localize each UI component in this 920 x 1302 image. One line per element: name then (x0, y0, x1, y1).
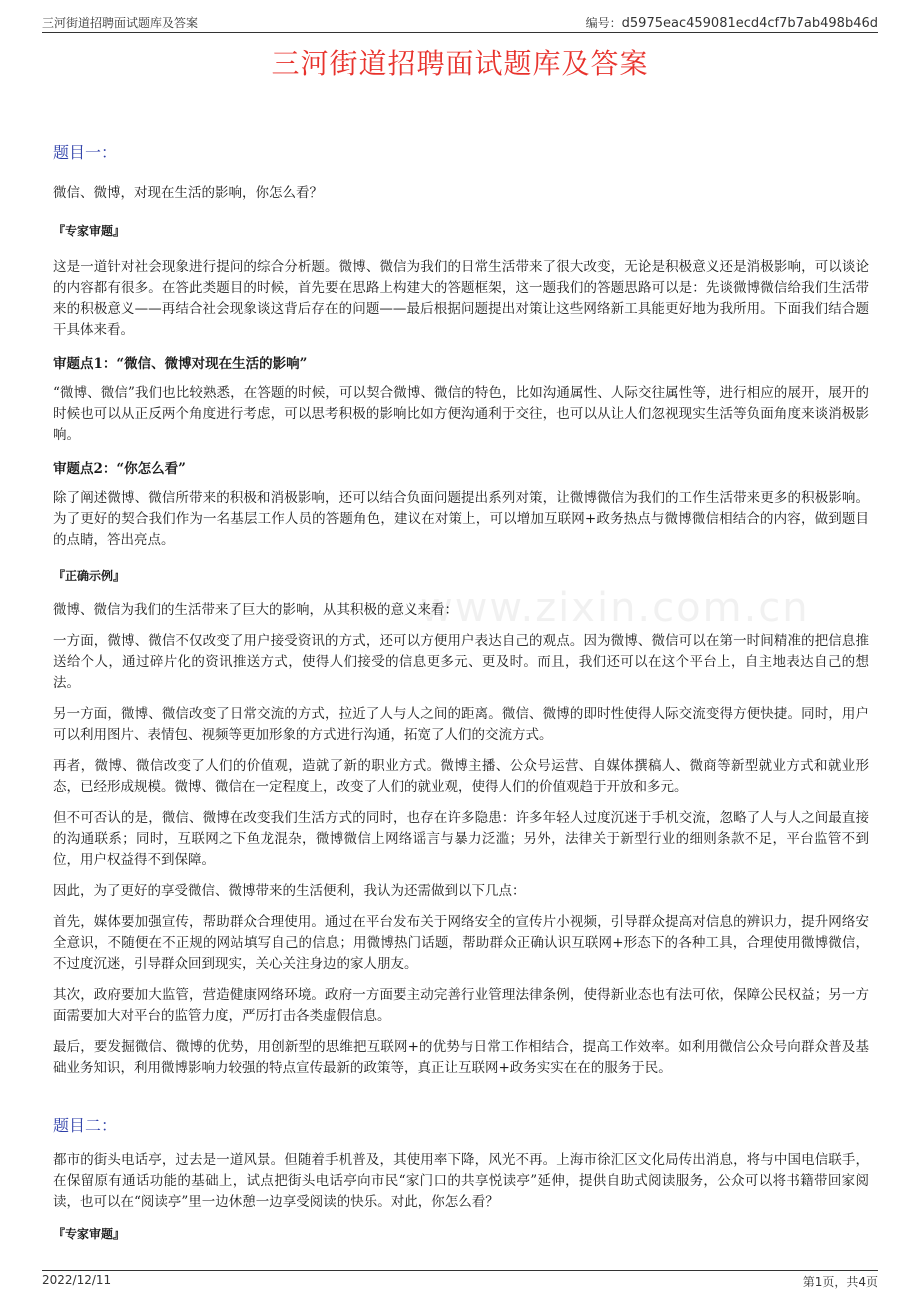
question-1-heading: 题目一： (53, 143, 118, 162)
page-header (42, 14, 878, 33)
expert-review-tag-2: 『专家审题』 (53, 1227, 126, 1241)
review-point-2-title: 审题点2：“你怎么看” (53, 461, 186, 477)
answer-paragraph: 微博、微信为我们的生活带来了巨大的影响，从其积极的意义来看： (53, 602, 458, 618)
header-doc-title: 三河街道招聘面试题库及答案 (42, 16, 199, 30)
footer-date: 2022/12/11 (42, 1273, 112, 1287)
answer-paragraph: 另一方面，微博、微信改变了日常交流的方式，拉近了人与人之间的距离。微信、微博的即时性使得人际交流变得方便快捷。同时，用户可以利用图片、表情包、视频等更加形象的方式进行沟通，拓宽了人们的交流方式。 (53, 706, 869, 743)
page-footer (42, 1270, 878, 1289)
answer-paragraph: 但不可否认的是，微信、微博在改变我们生活方式的同时，也存在许多隐患：许多年轻人过度沉迷于手机交流，忽略了人与人之间最直接的沟通联系；同时，互联网之下鱼龙混杂，微博微信上网络谣言与暴力泛滥；另外，法律关于新型行业的细则条款不足，平台监管不到位，用户权益得不到保障。 (53, 810, 869, 868)
review-point-2-paragraph: 除了阐述微博、微信所带来的积极和消极影响，还可以结合负面问题提出系列对策，让微博微信为我们的工作生活带来更多的积极影响。为了更好的契合我们作为一名基层工作人员的答题角色，建议在对策上，可以增加互联网+政务热点与微博微信相结合的内容，做到题目的点睛，答出亮点。 (53, 490, 869, 548)
correct-example-tag: 『正确示例』 (53, 569, 126, 583)
answer-paragraph: 其次，政府要加大监管，营造健康网络环境。政府一方面要主动完善行业管理法律条例，使得新业态也有法可依，保障公民权益；另一方面需要加大对平台的监管力度，严厉打击各类虚假信息。 (53, 987, 869, 1024)
expert-review-tag: 『专家审题』 (53, 224, 126, 238)
answer-paragraph: 再者，微博、微信改变了人们的价值观，造就了新的职业方式。微博主播、公众号运营、自媒体撰稿人、微商等新型就业方式和就业形态，已经形成规模。微博、微信在一定程度上，改变了人们的就业观，使得人们的价值观趋于开放和多元。 (53, 758, 869, 795)
review-point-1-paragraph: “微博、微信”我们也比较熟悉，在答题的时候，可以契合微博、微信的特色，比如沟通属性、人际交往属性等，进行相应的展开，展开的时候也可以从正反两个角度进行考虑，可以思考积极的影响比如方便沟通利于交往，也可以从让人们忽视现实生活等负面角度来谈消极影响。 (53, 385, 869, 443)
question-2-heading: 题目二： (53, 1116, 118, 1135)
answer-paragraph: 首先，媒体要加强宣传，帮助群众合理使用。通过在平台发布关于网络安全的宣传片小视频，引导群众提高对信息的辨识力，提升网络安全意识，不随便在不正规的网站填写自己的信息；用微博热门话题，帮助群众正确认识互联网+形态下的各种工具，合理使用微博微信，不过度沉迷，引导群众回到现实，关心关注身边的家人朋友。 (53, 914, 869, 972)
document-body (53, 140, 869, 1242)
footer-page-number: 第1页，共4页 (802, 1275, 878, 1289)
review-point-1-title: 审题点1：“微信、微博对现在生活的影响” (53, 356, 308, 372)
answer-paragraph: 因此，为了更好的享受微信、微博带来的生活便利，我认为还需做到以下几点： (53, 883, 526, 899)
header-code-value: d5975eac459081ecd4cf7b7ab498b46d (621, 16, 878, 31)
page-title: 三河街道招聘面试题库及答案 (271, 47, 649, 80)
watermark: www.zixin.com.cn (420, 585, 810, 631)
question-2-text: 都市的街头电话亭，过去是一道风景。但随着手机普及，其使用率下降，风光不再。上海市徐汇区文化局传出消息，将与中国电信联手，在保留原有通话功能的基础上，试点把街头电话亭向市民“家门口的共享悦读亭”延伸，提供自助式阅读服务，公众可以将书籍带回家阅读，也可以在“阅读亭”里一边休憩一边享受阅读的快乐。对此，你怎么看？ (53, 1152, 869, 1210)
question-1-text: 微信、微博，对现在生活的影响，你怎么看？ (53, 185, 323, 201)
expert-review-paragraph: 这是一道针对社会现象进行提问的综合分析题。微博、微信为我们的日常生活带来了很大改变，无论是积极意义还是消极影响，可以谈论的内容都有很多。在答此类题目的时候，首先要在思路上构建大的答题框架，这一题我们的答题思路可以是：先谈微博微信给我们生活带来的积极意义——再结合社会现象谈这背后存在的问题——最后根据问题提出对策让这些网络新工具能更好地为我所用。下面我们结合题干具体来看。 (53, 259, 869, 338)
answer-paragraph: 最后，要发掘微信、微博的优势，用创新型的思维把互联网+的优势与日常工作相结合，提高工作效率。如利用微信公众号向群众普及基础业务知识，利用微博影响力较强的特点宣传最新的政策等，真正让互联网+政务实实在在的服务于民。 (53, 1039, 869, 1076)
header-code-label: 编号： (585, 16, 622, 30)
header-code (586, 14, 878, 31)
answer-paragraph: 一方面，微博、微信不仅改变了用户接受资讯的方式，还可以方便用户表达自己的观点。因为微博、微信可以在第一时间精准的把信息推送给个人，通过碎片化的资讯推送方式，使得人们接受的信息更多元、更及时。而且，我们还可以在这个平台上，自主地表达自己的想法。 (53, 633, 869, 691)
